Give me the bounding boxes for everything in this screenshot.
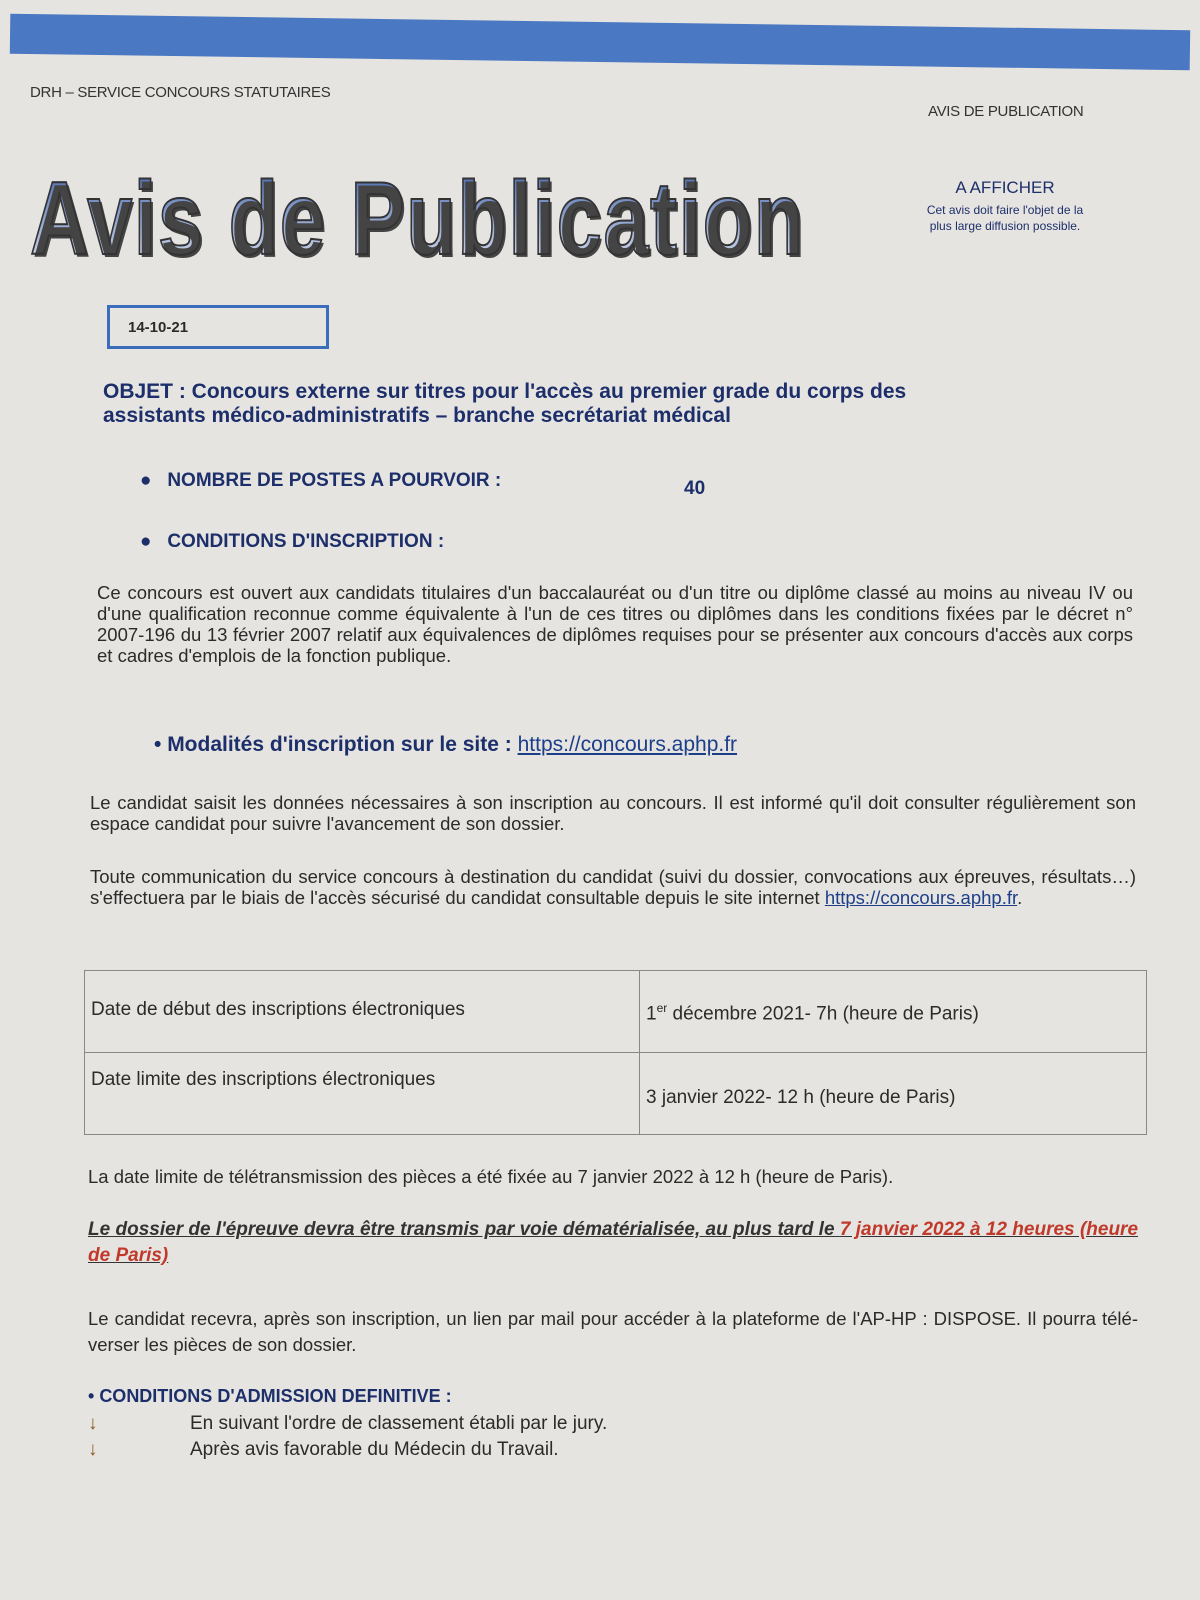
- admission-list: [88, 1411, 607, 1463]
- table-row: [85, 971, 1147, 1053]
- objet-line-2: assistants médico-administratifs – branche secrétariat médical: [103, 404, 731, 427]
- table-cell-label: Date limite des inscriptions électroniques: [85, 1053, 640, 1135]
- display-notice: [900, 178, 1110, 233]
- bullet-icon: •: [88, 1386, 100, 1406]
- paragraph-communication: Toute communication du service concours à destination du candidat (suivi du dossier, convocations aux épreuves, résultats…) s'effectuera par le biais de l'accès sécurisé du candidat consultable depuis le site internet https://concours.aphp.fr.: [90, 866, 1136, 908]
- department-label: DRH – SERVICE CONCOURS STATUTAIRES: [30, 84, 331, 101]
- objet-line-1: OBJET : Concours externe sur titres pour l'accès au premier grade du corps des: [103, 380, 907, 403]
- table-row: [85, 1053, 1147, 1135]
- site-link[interactable]: https://concours.aphp.fr: [517, 733, 738, 756]
- header-right-label: AVIS DE PUBLICATION: [928, 103, 1084, 120]
- table-cell-value: 3 janvier 2022- 12 h (heure de Paris): [640, 1053, 1147, 1135]
- site-link-2[interactable]: https://concours.aphp.fr: [824, 887, 1018, 908]
- conditions-heading: ● CONDITIONS D'INSCRIPTION :: [140, 531, 445, 552]
- display-label: A AFFICHER: [955, 178, 1055, 197]
- page-title: Avis de Publication: [30, 161, 805, 277]
- paragraph-dispose: Le candidat recevra, après son inscription, un lien par mail pour accéder à la plateforme de l'AP-HP : DISPOSE. Il pourra télé-verser les pièces de son dossier.: [88, 1308, 1138, 1355]
- objet: [103, 380, 906, 428]
- display-note-2: plus large diffusion possible.: [929, 219, 1081, 233]
- list-item: ↓ Après avis favorable du Médecin du Travail.: [88, 1437, 607, 1463]
- list-item: ↓ En suivant l'ordre de classement établi par le jury.: [88, 1411, 607, 1437]
- table-cell-label: Date de début des inscriptions électroniques: [85, 971, 640, 1053]
- display-note-1: Cet avis doit faire l'objet de la: [926, 203, 1084, 217]
- arrow-down-icon: ↓: [88, 1439, 98, 1460]
- arrow-down-icon: ↓: [88, 1413, 98, 1434]
- paragraph-registration: Le candidat saisit les données nécessaires à son inscription au concours. Il est informé qu'il doit consulter régulièrement son espace candidat pour suivre l'avancement de son dossier.: [90, 792, 1136, 834]
- bullet-icon: •: [154, 733, 168, 756]
- table-cell-value: 1er décembre 2021- 7h (heure de Paris): [640, 971, 1147, 1053]
- conditions-text: Ce concours est ouvert aux candidats titulaires d'un baccalauréat ou d'un titre ou diplôme classé au moins au niveau IV ou d'une qualification reconnue comme équivalente à l'un de ces titres ou diplômes dans les conditions fixées par le décret n° 2007-196 du 13 février 2007 relatif aux équivalences de diplômes requises pour se présenter aux concours d'accès aux corps et cadres d'emplois de la fonction publique.: [97, 582, 1133, 666]
- header-band: [10, 14, 1190, 70]
- dates-table: [84, 970, 1147, 1135]
- postes: [140, 470, 501, 492]
- bullet-icon: ●: [140, 470, 168, 491]
- dossier-notice: Le dossier de l'épreuve devra être transmis par voie dématérialisée, au plus tard le 7 janvier 2022 à 12 heures (heure de Paris): [88, 1219, 1139, 1266]
- modalites: • Modalités d'inscription sur le site : https://concours.aphp.fr: [154, 733, 738, 756]
- bullet-icon: ●: [140, 531, 168, 552]
- postes-label: NOMBRE DE POSTES A POURVOIR :: [167, 470, 502, 491]
- admission-heading: • CONDITIONS D'ADMISSION DEFINITIVE :: [88, 1386, 452, 1406]
- dossier-deadline: 7 janvier 2022 à 12 heures (heure de Paris): [88, 1219, 1139, 1266]
- postes-value: 40: [684, 478, 706, 499]
- publication-date: 14-10-21: [107, 305, 329, 349]
- teletransmission-text: La date limite de télétransmission des pièces a été fixée au 7 janvier 2022 à 12 h (heure de Paris).: [88, 1166, 894, 1187]
